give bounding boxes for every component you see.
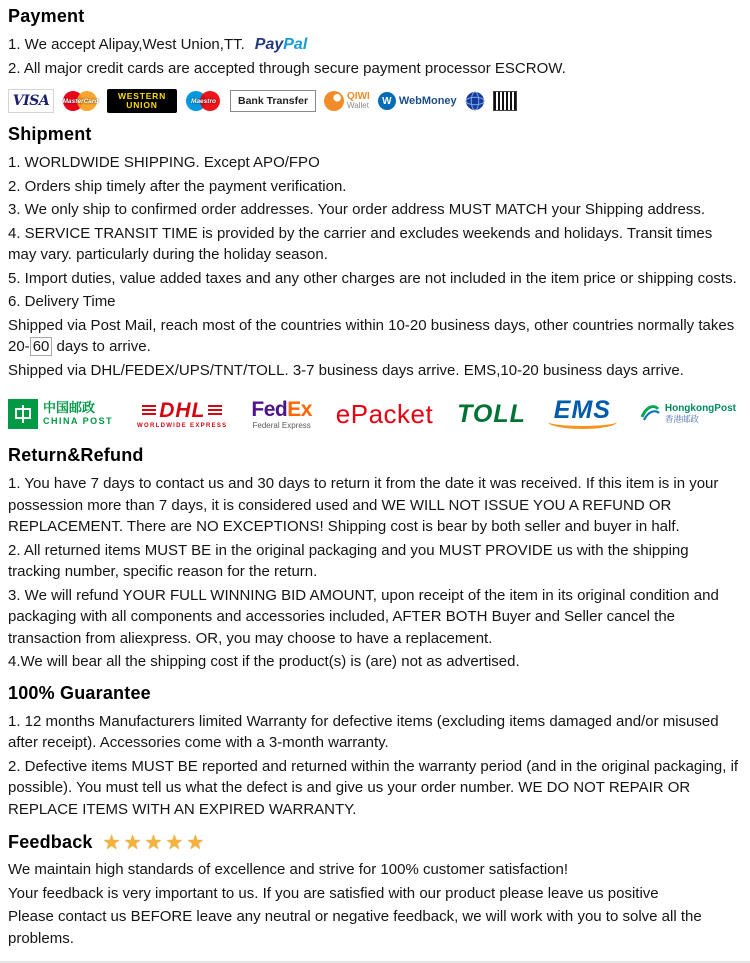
paypal-pay-text: Pay (254, 36, 284, 53)
payment-heading: Payment (8, 6, 85, 26)
qiwi-sub: Wallet (347, 101, 369, 110)
webmoney-label: WebMoney (398, 95, 457, 107)
maestro-icon (185, 89, 222, 113)
shipping-carriers-row (8, 393, 736, 435)
shipment-delivery-post (8, 315, 740, 358)
feedback-paragraph-1: We maintain high standards of excellence and strive for 100% customer satisfaction! (8, 861, 569, 878)
hongkong-post-english: HongkongPost (664, 403, 736, 415)
payment-line-1-text: 1. We accept Alipay,West Union,TT. (8, 36, 245, 53)
hongkong-post-logo (639, 401, 736, 428)
section-return-refund (8, 445, 740, 673)
china-post-emblem-icon (8, 399, 38, 429)
dhl-subtitle: WORLDWIDE EXPRESS (137, 422, 228, 429)
section-feedback (8, 832, 740, 949)
hongkong-post-bird-icon (639, 401, 661, 428)
webmoney-w-circle: W (378, 92, 396, 110)
dhl-name: DHL (159, 398, 206, 422)
section-payment (8, 6, 740, 114)
guarantee-paragraph-2: 2. Defective items MUST BE reported and returned within the warranty period (and in the original packaging, if possible). You must tell us what the defect is and give us your order number. WE DO NOT REPAIR OR REPLACE ITEMS WITH AN EXPIRED WARRANTY. (8, 757, 739, 818)
payment-line-1 (8, 34, 740, 56)
globe-payment-icon (465, 91, 485, 111)
mastercard-icon (62, 89, 99, 113)
fedex-logo (251, 399, 312, 430)
guarantee-paragraph-1: 1. 12 months Manufacturers limited Warranty for defective items (excluding items damaged and/or misused after receipt). Accessories come with a 3-month warranty. (8, 712, 719, 751)
return-paragraph-4: 4.We will bear all the shipping cost if the product(s) is (are) not as advertised. (8, 653, 520, 670)
western-union-top: WESTERN (117, 91, 167, 102)
china-post-logo (8, 399, 113, 429)
fedex-ex-text: Ex (287, 397, 312, 421)
return-paragraph-3: 3. We will refund YOUR FULL WINNING BID AMOUNT, upon receipt of the item in its original condition and packaging with all components and accessories included, AFTER BOTH Buyer and Seller cancel the transaction from aliexpress. OR, you may choose to have a replacement. (8, 586, 719, 647)
shipment-delivery-express: Shipped via DHL/FEDEX/UPS/TNT/TOLL. 3-7 business days arrive. EMS,10-20 business days arrive. (8, 361, 684, 379)
hongkong-post-text (665, 403, 736, 424)
qiwi-wallet-icon (324, 91, 370, 111)
feedback-heading-row (8, 832, 740, 853)
qiwi-text (347, 92, 370, 110)
bank-transfer-icon (230, 90, 316, 112)
section-guarantee (8, 683, 740, 821)
bank-transfer-label: Bank Transfer (238, 95, 309, 107)
shipment-line-5: 5. Import duties, value added taxes and any other charges are not included in the item price or shipping costs. (8, 269, 737, 287)
webmoney-icon (378, 92, 457, 110)
feedback-heading: Feedback (8, 832, 93, 852)
china-post-chinese: 中国邮政 (43, 400, 96, 416)
dhl-speed-lines-left (142, 405, 156, 415)
shipment-line-3: 3. We only ship to confirmed order addresses. Your order address MUST MATCH your Shipping address. (8, 201, 705, 218)
hongkong-post-chinese: 香港邮政 (664, 413, 699, 424)
western-union-icon (107, 89, 177, 113)
visa-label: VISA (12, 93, 50, 109)
delivery-post-prefix: Shipped via Post Mail, reach most of the countries within 10-20 business days, other countries normally takes 20- (8, 316, 735, 355)
section-shipment (8, 124, 740, 435)
payment-line-2: 2. All major credit cards are accepted through secure payment processor ESCROW. (8, 59, 566, 77)
qiwi-name: QIWI (347, 91, 370, 102)
shipment-heading: Shipment (8, 124, 92, 144)
barcode-payment-icon (493, 91, 517, 111)
dhl-logo (137, 400, 227, 429)
shipment-line-2: 2. Orders ship timely after the payment verification. (8, 177, 347, 195)
return-refund-heading: Return&Refund (8, 445, 144, 465)
paypal-logo (255, 36, 307, 53)
return-paragraph-1: 1. You have 7 days to contact us and 30 days to return it from the date it was received. If this item is in your possession more than 7 days, it is considered used and WE WILL NOT ISSUE YOU A REFUND OR REPLACEMENT. There are NO EXCEPTIONS! Shipping cost is bear by both seller and buyer in half. (8, 475, 719, 535)
return-paragraph-2: 2. All returned items MUST BE in the original packaging and you MUST PROVIDE us with the shipping tracking number, specific reason for the return. (8, 541, 689, 580)
epacket-logo: ePacket (335, 398, 434, 429)
feedback-paragraph-2: Your feedback is very important to us. If you are satisfied with our product please leave us positive (8, 884, 659, 902)
mastercard-label: MasterCard (62, 98, 99, 105)
paypal-pal-text: Pal (283, 36, 308, 53)
ems-logo (550, 396, 615, 432)
qiwi-bird-icon (324, 91, 344, 111)
maestro-label: Maestro (191, 98, 216, 105)
shipment-line-4: 4. SERVICE TRANSIT TIME is provided by the carrier and excludes weekends and holidays. Transit times may vary. particularly during the holiday season. (8, 224, 713, 263)
china-post-text (43, 401, 113, 426)
delivery-post-suffix: days to arrive. (52, 338, 151, 355)
western-union-bottom: UNION (126, 100, 158, 110)
feedback-paragraph-3: Please contact us BEFORE leave any neutral or negative feedback, we will work with you to solve all the problems. (8, 908, 702, 947)
dhl-wordmark (142, 400, 222, 421)
fedex-wordmark (251, 399, 312, 420)
rating-stars-icon: ★★★★★ (102, 831, 208, 854)
payment-methods-row (8, 88, 740, 114)
delivery-post-boxed-value: 60 (30, 337, 53, 356)
visa-icon (8, 89, 54, 113)
fedex-fed-text: Fed (251, 397, 288, 421)
ems-wordmark: EMS (553, 396, 611, 424)
shipment-line-1: 1. WORLDWIDE SHIPPING. Except APO/FPO (8, 154, 320, 171)
guarantee-heading: 100% Guarantee (8, 682, 151, 703)
fedex-subtitle: Federal Express (252, 420, 311, 430)
dhl-speed-lines-right (208, 405, 222, 415)
toll-logo: TOLL (457, 399, 526, 428)
ems-swoosh-icon (548, 420, 617, 429)
china-post-english: CHINA POST (43, 416, 114, 427)
shipment-line-6: 6. Delivery Time (8, 293, 116, 310)
